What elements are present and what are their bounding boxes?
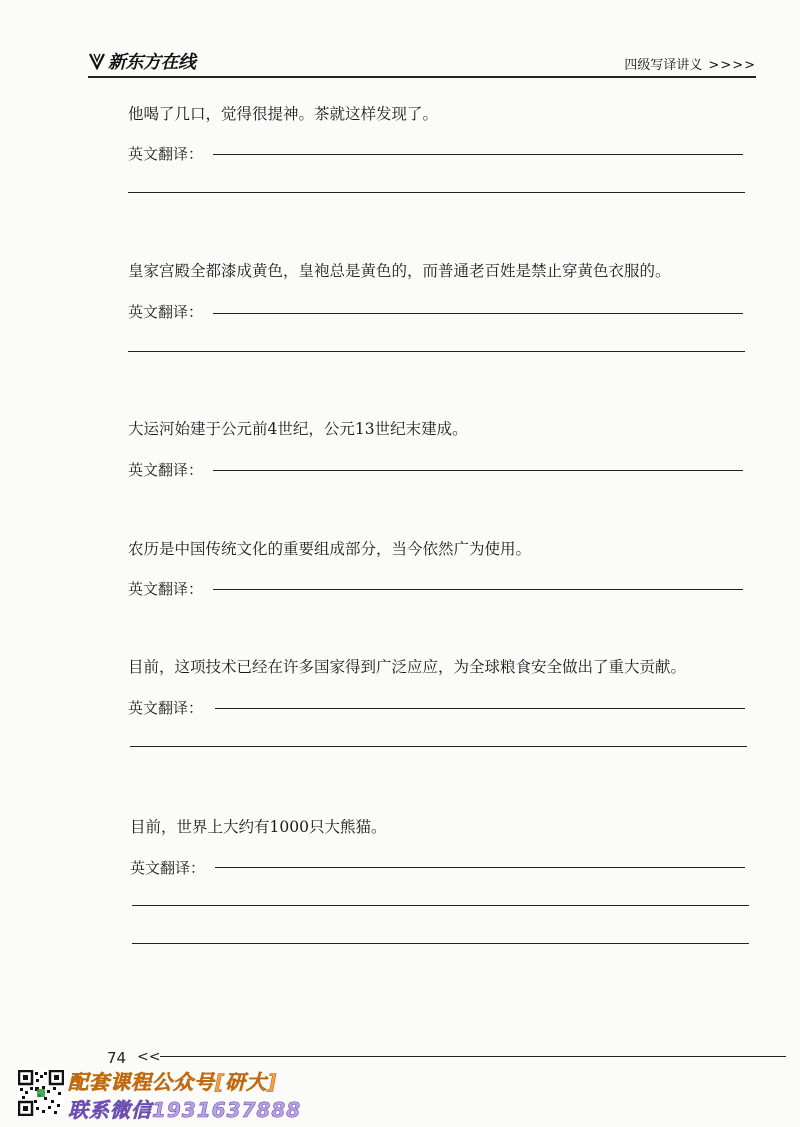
header-arrows: >>>> — [708, 58, 756, 73]
sentence-2: 皇家宫殿全都漆成黄色，皇袍总是黄色的，而普通老百姓是禁止穿黄色衣服的。 — [128, 262, 671, 280]
sentence-3: 大运河始建于公元前4世纪，公元13世纪末建成。 — [128, 420, 468, 438]
translation-label-4: 英文翻译： — [128, 580, 204, 598]
footer-rule — [160, 1056, 786, 1057]
sentence-4: 农历是中国传统文化的重要组成部分，当今依然广为使用。 — [128, 540, 532, 558]
answer-line-1b[interactable] — [128, 192, 745, 193]
page-number: 74 — [107, 1049, 127, 1067]
answer-line-5b[interactable] — [130, 746, 747, 747]
answer-line-6c[interactable] — [132, 943, 749, 944]
sentence-1: 他喝了几口，觉得很提神。茶就这样发现了。 — [128, 105, 439, 123]
sentence-6: 目前，世界上大约有1000只大熊猫。 — [130, 818, 387, 836]
translation-label-6: 英文翻译： — [130, 859, 206, 877]
answer-line-2a[interactable] — [213, 313, 743, 314]
promo-line-1: 配套课程公众号[研大] — [68, 1070, 278, 1094]
logo-mark-icon — [88, 51, 106, 71]
answer-line-2b[interactable] — [128, 351, 745, 352]
qr-code-icon — [18, 1070, 64, 1116]
answer-line-3a[interactable] — [213, 470, 743, 471]
translation-label-5: 英文翻译： — [128, 699, 204, 717]
brand-logo — [88, 48, 196, 74]
page-header — [88, 46, 756, 78]
header-title-group — [624, 54, 756, 73]
answer-line-6a[interactable] — [215, 867, 745, 868]
answer-line-1a[interactable] — [213, 154, 743, 155]
promo-line-2: 联系微信1931637888 — [68, 1098, 302, 1122]
translation-label-3: 英文翻译： — [128, 461, 204, 479]
answer-line-6b[interactable] — [132, 905, 749, 906]
footer-arrows: << — [137, 1049, 161, 1065]
answer-line-5a[interactable] — [215, 708, 745, 709]
translation-label-2: 英文翻译： — [128, 303, 204, 321]
logo-text: 新东方在线 — [108, 52, 196, 73]
header-title: 四级写译讲义 — [624, 58, 703, 73]
answer-line-4a[interactable] — [213, 589, 743, 590]
sentence-5: 目前，这项技术已经在许多国家得到广泛应应，为全球粮食安全做出了重大贡献。 — [128, 658, 687, 676]
translation-label-1: 英文翻译： — [128, 145, 204, 163]
